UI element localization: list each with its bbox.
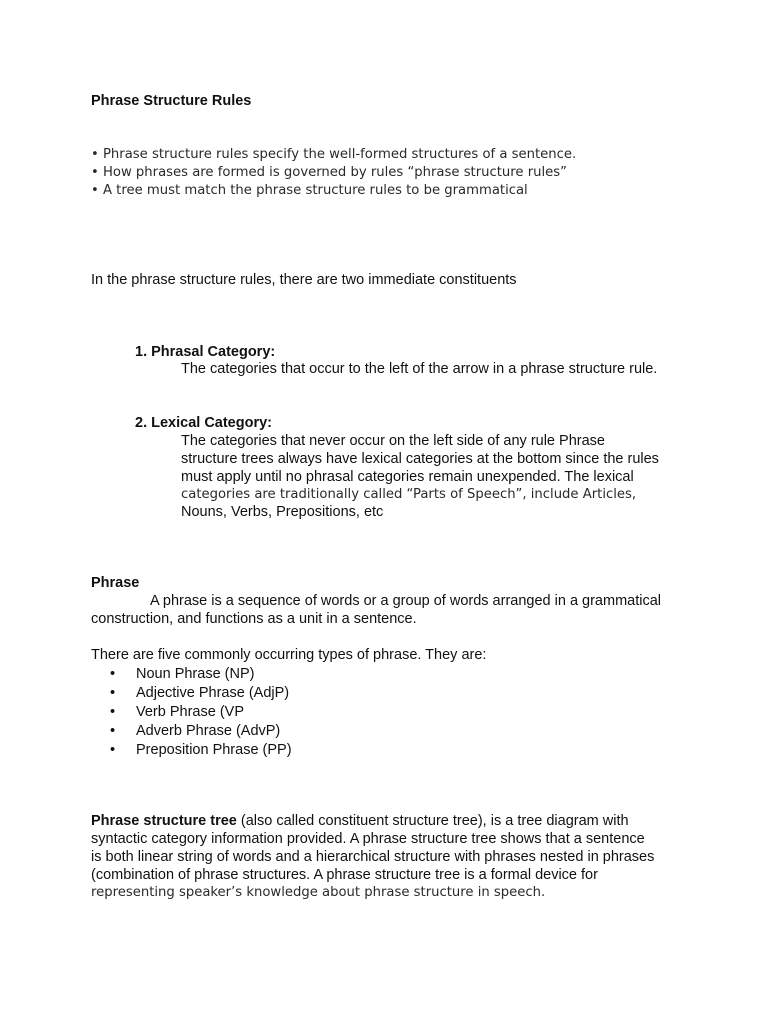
tree-line-4: (combination of phrase structures. A phrase structure tree is a formal device for	[91, 867, 598, 883]
phrase-types-list	[110, 665, 292, 760]
list-item: • Adjective Phrase (AdjP)	[110, 684, 292, 703]
lexical-category-line-2: structure trees always have lexical categories at the bottom since the rules	[181, 451, 659, 467]
list-item: • Verb Phrase (VP	[110, 703, 292, 722]
lexical-category-line-1: The categories that never occur on the left side of any rule Phrase	[181, 433, 605, 449]
intro-bullet-1: • Phrase structure rules specify the well-formed structures of a sentence.	[91, 147, 577, 162]
lexical-category-line-4: categories are traditionally called “Parts of Speech”, include Articles,	[181, 487, 637, 502]
phrasal-category-text: The categories that occur to the left of the arrow in a phrase structure rule.	[181, 361, 658, 377]
list-item: • Preposition Phrase (PP)	[110, 741, 292, 760]
list-item: • Adverb Phrase (AdvP)	[110, 722, 292, 741]
phrase-definition-line-2: construction, and functions as a unit in a sentence.	[91, 611, 417, 627]
page-title: Phrase Structure Rules	[91, 93, 252, 109]
constituents-intro: In the phrase structure rules, there are two immediate constituents	[91, 272, 517, 288]
phrasal-category-heading: 1. Phrasal Category:	[135, 344, 276, 360]
list-item: • Noun Phrase (NP)	[110, 665, 292, 684]
tree-line-2: syntactic category information provided. A phrase structure tree shows that a sentence	[91, 831, 645, 847]
tree-line-3: is both linear string of words and a hierarchical structure with phrases nested in phrases	[91, 849, 655, 865]
tree-term: Phrase structure tree	[91, 813, 237, 829]
intro-bullet-2: • How phrases are formed is governed by rules “phrase structure rules”	[91, 165, 567, 180]
tree-line-1	[91, 812, 629, 830]
phrase-types-intro: There are five commonly occurring types of phrase. They are:	[91, 647, 487, 663]
phrase-definition-line-1: A phrase is a sequence of words or a group of words arranged in a grammatical	[150, 593, 661, 609]
intro-bullet-3: • A tree must match the phrase structure rules to be grammatical	[91, 183, 528, 198]
tree-first-line-rest: (also called constituent structure tree), is a tree diagram with	[236, 813, 629, 829]
lexical-category-heading: 2. Lexical Category:	[135, 415, 272, 431]
lexical-category-line-5: Nouns, Verbs, Prepositions, etc	[181, 504, 384, 520]
phrase-heading: Phrase	[91, 575, 140, 591]
lexical-category-line-3: must apply until no phrasal categories remain unexpended. The lexical	[181, 469, 634, 485]
tree-line-5: representing speaker’s knowledge about phrase structure in speech.	[91, 885, 546, 900]
